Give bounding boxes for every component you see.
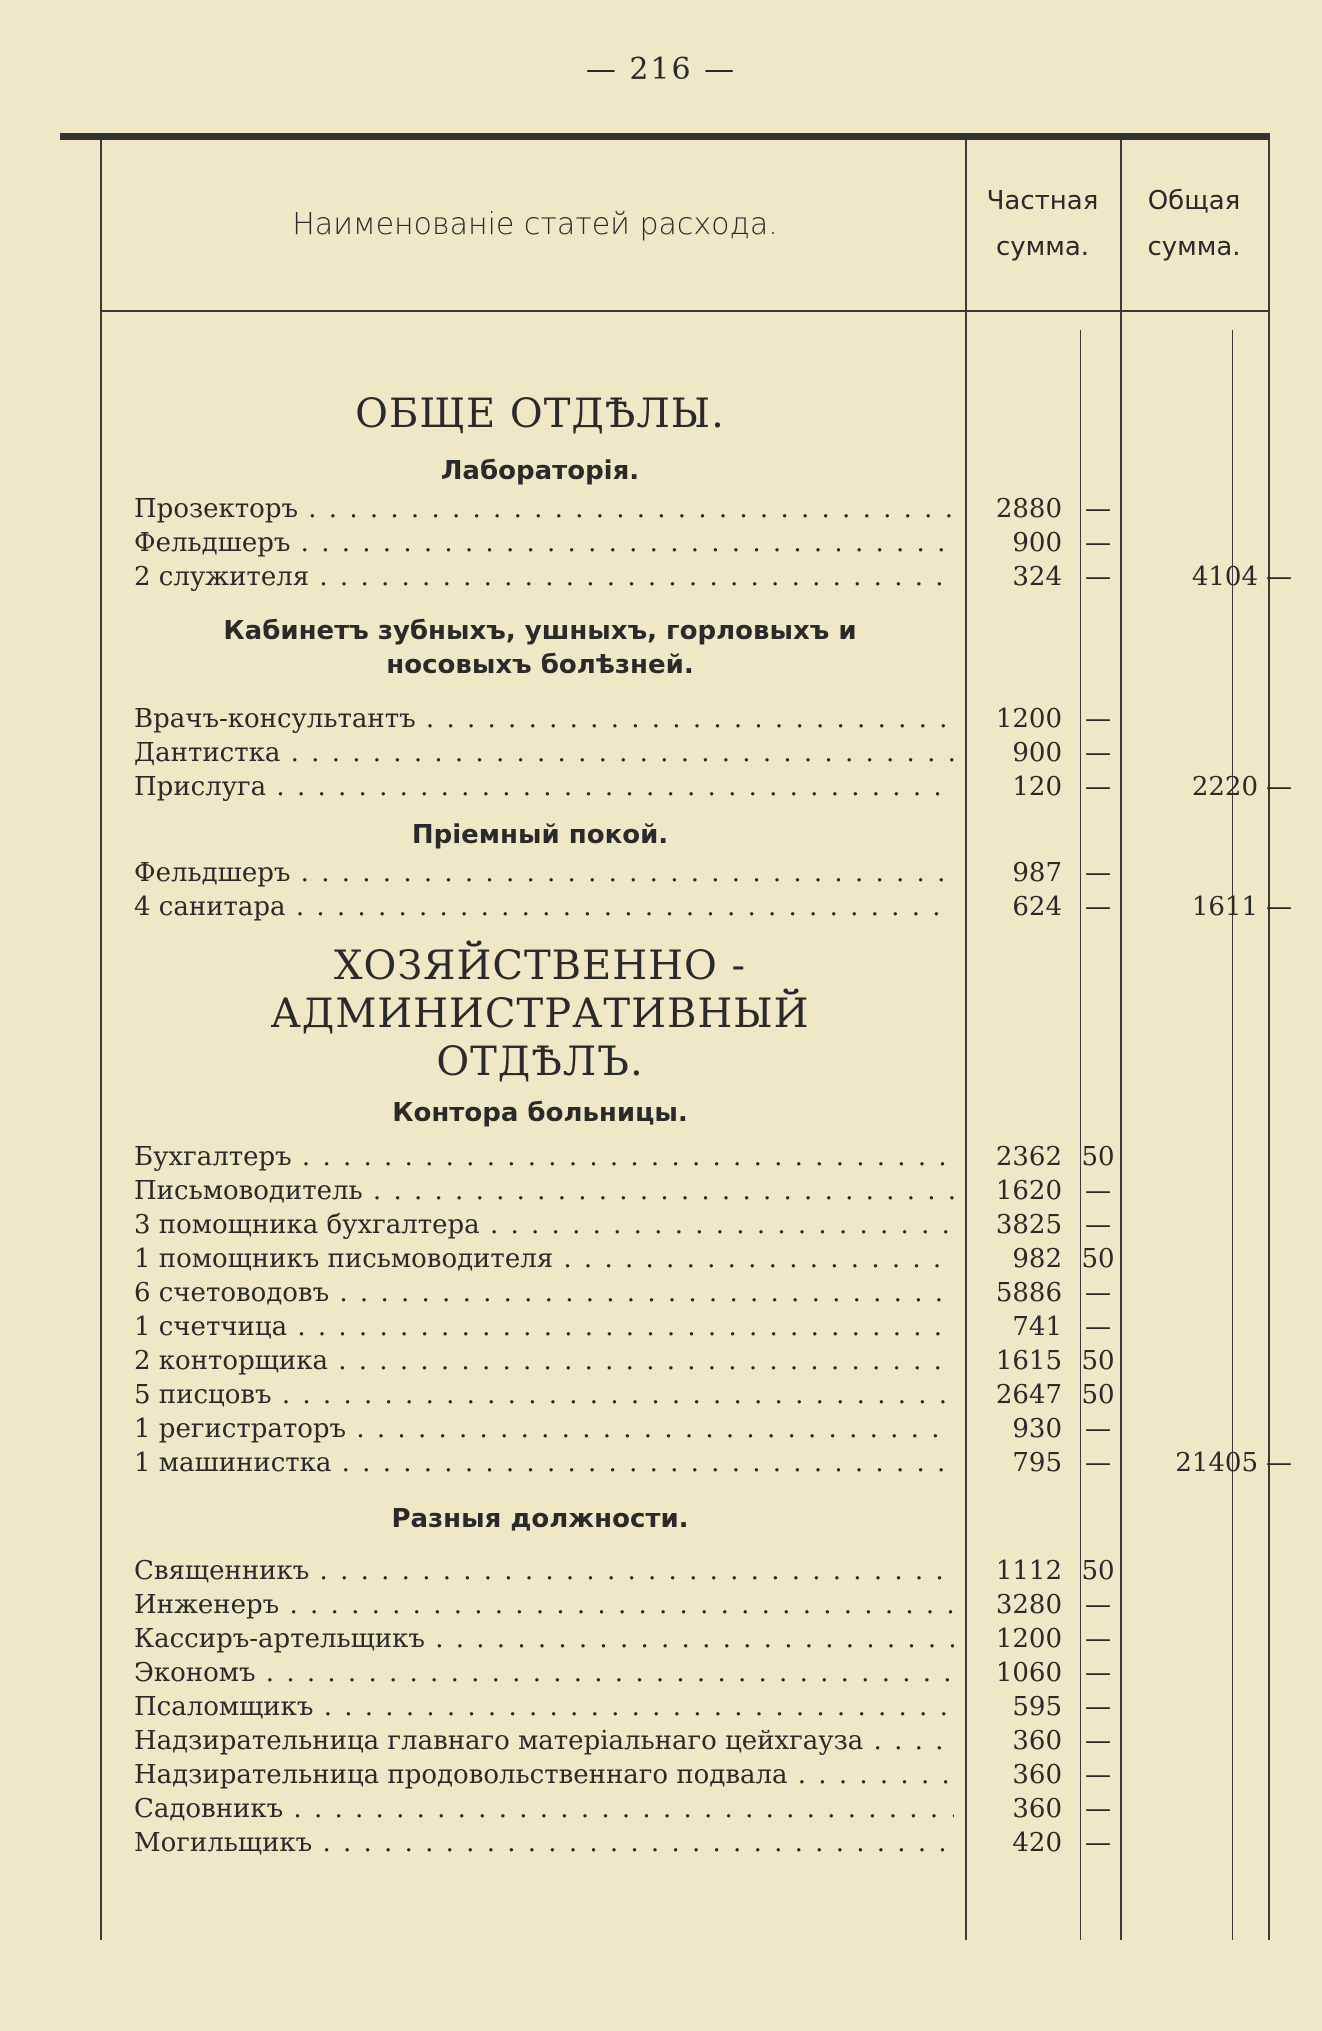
table-row	[130, 1344, 1280, 1378]
table-row	[130, 1208, 1280, 1242]
table-row	[130, 1622, 1280, 1656]
row-kop: —	[1085, 704, 1111, 734]
row-value: 1200	[995, 1624, 1062, 1654]
row-value: 420	[1012, 1828, 1062, 1858]
row-kop: 50	[1081, 1142, 1115, 1172]
section-title: ОБЩЕ ОТДѢЛЫ.	[355, 391, 725, 437]
table-row	[130, 1412, 1280, 1446]
row-kop: —	[1085, 1278, 1111, 1308]
row-kop: —	[1085, 1692, 1111, 1722]
row-total: 1611	[1191, 892, 1258, 922]
row-kop: —	[1085, 1760, 1111, 1790]
row-name: Экономъ . . .	[134, 1656, 954, 1690]
table-row	[130, 1242, 1280, 1276]
header-private-line2: сумма.	[995, 232, 1090, 262]
table-row	[130, 1656, 1280, 1690]
table-row	[130, 1446, 1292, 1480]
row-value: 930	[1012, 1414, 1062, 1444]
row-value: 5886	[995, 1278, 1062, 1308]
row-total-kop: —	[1266, 1448, 1292, 1478]
row-kop: 50	[1081, 1346, 1115, 1376]
top-rule	[60, 133, 1270, 140]
row-total-kop: —	[1266, 772, 1292, 802]
row-kop: —	[1085, 1312, 1111, 1342]
row-value: 324	[1012, 562, 1062, 592]
row-kop: —	[1085, 738, 1111, 768]
row-name: Священникъ . . .	[134, 1554, 954, 1588]
row-value: 1200	[995, 704, 1062, 734]
row-kop: 50	[1081, 1556, 1115, 1586]
header-total-line1: Общая	[1147, 186, 1241, 216]
row-total-kop: —	[1266, 562, 1292, 592]
header-total-cell	[1120, 178, 1268, 270]
row-value: 900	[1012, 738, 1062, 768]
table-row	[130, 1378, 1280, 1412]
row-value: 987	[1012, 858, 1062, 888]
table-row	[130, 492, 1280, 526]
header-total-line2: сумма.	[1147, 232, 1241, 262]
row-name: Кассиръ-артельщикъ . . .	[134, 1622, 954, 1656]
row-value: 900	[1012, 528, 1062, 558]
group-subtitle: Лабораторія.	[440, 456, 640, 486]
row-name: 6 счетоводовъ . . .	[134, 1276, 954, 1310]
group-subtitle: Пріемный покой.	[411, 820, 669, 850]
row-total-kop: —	[1266, 892, 1292, 922]
row-value: 360	[1012, 1726, 1062, 1756]
row-value: 624	[1012, 892, 1062, 922]
table-row	[130, 1276, 1280, 1310]
row-kop: —	[1085, 1448, 1111, 1478]
row-name: 2 служителя . . .	[134, 560, 954, 594]
table-row	[130, 1758, 1280, 1792]
row-value: 741	[1012, 1312, 1062, 1342]
row-total: 21405	[1175, 1448, 1258, 1478]
table-row	[130, 770, 1292, 804]
table-row	[130, 526, 1280, 560]
row-value: 595	[1012, 1692, 1062, 1722]
row-name: Могильщикъ . . .	[134, 1826, 954, 1860]
row-value: 120	[1012, 772, 1062, 802]
row-kop: —	[1085, 494, 1111, 524]
row-name: Прислуга . . .	[134, 770, 954, 804]
row-kop: —	[1085, 1658, 1111, 1688]
table-row	[130, 1588, 1280, 1622]
table-row	[130, 1792, 1280, 1826]
row-total: 4104	[1191, 562, 1258, 592]
table-row	[130, 1140, 1280, 1174]
row-value: 2880	[995, 494, 1062, 524]
table-row	[130, 856, 1280, 890]
header-private-cell	[965, 178, 1120, 270]
table-row	[130, 1554, 1280, 1588]
row-name: Надзирательница главнаго матеріальнаго цейхгауза . . .	[134, 1724, 954, 1758]
row-kop: 50	[1081, 1380, 1115, 1410]
row-name: Садовникъ . . .	[134, 1792, 954, 1826]
header-private-line1: Частная	[986, 186, 1099, 216]
table-row	[130, 1310, 1280, 1344]
table-row	[130, 1724, 1280, 1758]
table-row	[130, 702, 1280, 736]
table-row	[130, 1174, 1280, 1208]
row-value: 360	[1012, 1794, 1062, 1824]
table-body	[130, 310, 1292, 1860]
row-name: 1 помощникъ письмоводителя . . .	[134, 1242, 954, 1276]
header-name-cell: Наименованіе статей расхода.	[292, 207, 778, 242]
row-name: Фельдшеръ . . .	[134, 856, 954, 890]
row-value: 982	[1012, 1244, 1062, 1274]
row-name: 3 помощника бухгалтера . . .	[134, 1208, 954, 1242]
row-name: 4 санитара . . .	[134, 890, 954, 924]
table-row	[130, 736, 1280, 770]
row-kop: —	[1085, 1210, 1111, 1240]
row-name: Письмоводитель . . .	[134, 1174, 954, 1208]
row-value: 360	[1012, 1760, 1062, 1790]
row-kop: —	[1085, 528, 1111, 558]
row-kop: —	[1085, 892, 1111, 922]
row-name: Псаломщикъ . . .	[134, 1690, 954, 1724]
group-subtitle: Кабинетъ зубныхъ, ушныхъ, горловыхъ и носовыхъ болѣзней.	[223, 616, 857, 680]
row-name: Прозекторъ . . .	[134, 492, 954, 526]
row-kop: —	[1085, 1176, 1111, 1206]
table-row	[130, 1826, 1280, 1860]
row-kop: —	[1085, 1590, 1111, 1620]
table-row	[130, 560, 1292, 594]
row-kop: —	[1085, 1794, 1111, 1824]
row-kop: 50	[1081, 1244, 1115, 1274]
row-kop: —	[1085, 1726, 1111, 1756]
row-value: 1060	[995, 1658, 1062, 1688]
row-kop: —	[1085, 1624, 1111, 1654]
row-name: Надзирательница продовольственнаго подвала . . .	[134, 1758, 954, 1792]
row-name: 5 писцовъ . . .	[134, 1378, 954, 1412]
row-name: 1 счетчица . . .	[134, 1310, 954, 1344]
row-name: Врачъ-консультантъ . . .	[134, 702, 954, 736]
row-name: Бухгалтеръ . . .	[134, 1140, 954, 1174]
row-value: 2647	[995, 1380, 1062, 1410]
row-name: Фельдшеръ . . .	[134, 526, 954, 560]
section-title: ХОЗЯЙСТВЕННО - АДМИНИСТРАТИВНЫЙ ОТДѢЛЪ.	[270, 943, 810, 1085]
row-name: 1 регистраторъ . . .	[134, 1412, 954, 1446]
row-name: Инженеръ . . .	[134, 1588, 954, 1622]
group-subtitle: Разныя должности.	[391, 1504, 689, 1534]
row-kop: —	[1085, 772, 1111, 802]
row-kop: —	[1085, 858, 1111, 888]
table-row	[130, 1690, 1280, 1724]
row-value: 2362	[995, 1142, 1062, 1172]
row-name: 2 конторщика . . .	[134, 1344, 954, 1378]
row-kop: —	[1085, 562, 1111, 592]
table-row	[130, 890, 1292, 924]
row-name: Дантистка . . .	[134, 736, 954, 770]
group-subtitle: Контора больницы.	[392, 1098, 688, 1128]
row-kop: —	[1085, 1414, 1111, 1444]
row-name: 1 машинистка . . .	[134, 1446, 954, 1480]
row-kop: —	[1085, 1828, 1111, 1858]
row-value: 3825	[995, 1210, 1062, 1240]
row-value: 1615	[995, 1346, 1062, 1376]
page-number: — 216 —	[585, 52, 737, 87]
table-left-border	[100, 140, 102, 1940]
row-value: 1112	[995, 1556, 1062, 1586]
row-value: 3280	[995, 1590, 1062, 1620]
row-value: 1620	[995, 1176, 1062, 1206]
row-value: 795	[1012, 1448, 1062, 1478]
row-total: 2220	[1191, 772, 1258, 802]
